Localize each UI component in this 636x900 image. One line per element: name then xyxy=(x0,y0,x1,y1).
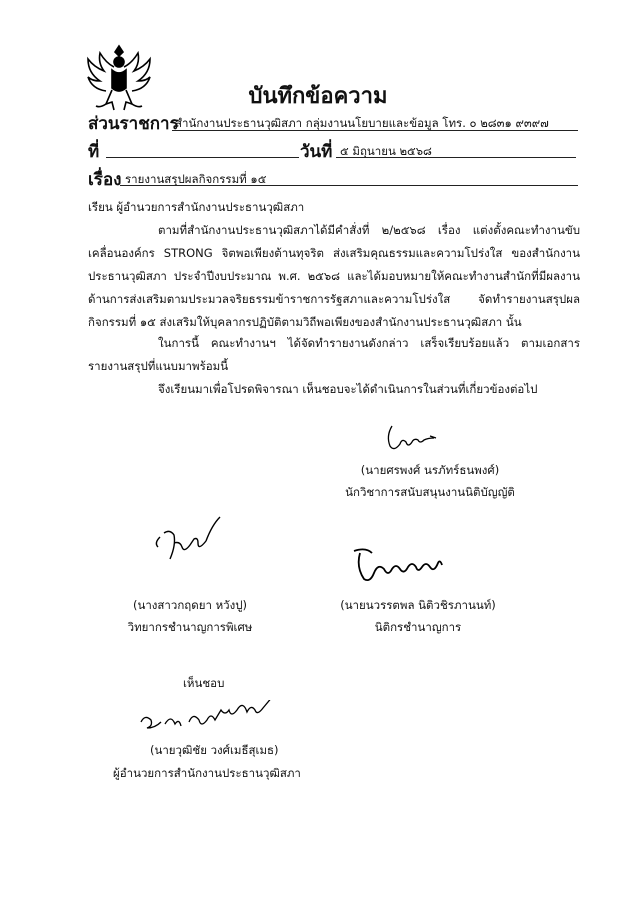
subject-label: เรื่อง xyxy=(88,170,122,190)
signature-3-name: (นายนวรรตพล นิติวชิรภานนท์) xyxy=(340,598,496,612)
subject-underline xyxy=(120,185,578,186)
signature-1-name: (นายศรพงศ์ นรภัทร์ธนพงศ์) xyxy=(360,463,500,477)
signature-2-image xyxy=(150,515,225,575)
signature-4-position: ผู้อำนวยการสำนักงานประธานวุฒิสภา xyxy=(113,766,301,780)
signature-1-position: นักวิชาการสนับสนุนงานนิติบัญญัติ xyxy=(345,485,515,499)
paragraph-2: ในการนี้ คณะทำงานฯ ได้จัดทำรายงานดังกล่าว เสร็จเรียบร้อยแล้ว ตามเอกสารรายงานสรุปที่แนบมาพร้อมนี้ xyxy=(88,336,580,373)
ref-label: ที่ xyxy=(88,142,100,162)
memo-title: บันทึกข้อความ xyxy=(248,84,388,109)
signature-2-name: (นางสาวกฤดยา หวังปู) xyxy=(132,598,248,612)
signature-4-name: (นายวุฒิชัย วงศ์เมธีสุเมธ) xyxy=(150,743,279,757)
signature-3-image xyxy=(350,545,460,590)
salutation: เรียน ผู้อำนวยการสำนักงานประธานวุฒิสภา xyxy=(88,200,305,214)
ref-underline xyxy=(106,157,299,158)
agency-underline xyxy=(172,130,578,131)
date-label: วันที่ xyxy=(300,142,333,162)
agency-value: สำนักงานประธานวุฒิสภา กลุ่มงานนโยบายและข้อมูล โทร. ๐ ๒๘๓๑ ๙๓๙๗ xyxy=(175,116,549,130)
paragraph-3: จึงเรียนมาเพื่อโปรดพิจารณา เห็นชอบจะได้ดำเนินการในส่วนที่เกี่ยวข้องต่อไป xyxy=(158,382,538,396)
paragraph-1: ตามที่สำนักงานประธานวุฒิสภาได้มีคำสั่งที่ ๒/๒๕๖๘ เรื่อง แต่งตั้งคณะทำงานขับเคลื่อนองค์กร STRONG จิตพอเพียงต้านทุจริต ส่งเสริมคุณธรรมและความโปร่งใส ของสำนักงานประธานวุฒิสภา ประจำปีงบประมาณ พ.ศ. ๒๕๖๘ และได้มอบหมายให้คณะทำงานสำนักที่มีผลงานด้านการส่งเสริมตามประมวลจริยธรรมข้าราชการรัฐสภาและความโปร่งใส จัดทำรายงานสรุปผลกิจกรรมที่ ๑๕ ส่งเสริมให้บุคลากรปฏิบัติตามวิถีพอเพียงของสำนักงานประธานวุฒิสภา นั้น xyxy=(88,223,580,329)
agency-label: ส่วนราชการ xyxy=(88,114,179,134)
signature-1-image xyxy=(378,422,448,458)
approval-note: เห็นชอบ xyxy=(183,676,225,690)
signature-4-image xyxy=(135,700,305,745)
date-underline xyxy=(336,157,576,158)
date-value: ๕ มิถุนายน ๒๕๖๘ xyxy=(340,144,432,158)
signature-2-position: วิทยากรชำนาญการพิเศษ xyxy=(127,620,253,634)
subject-value: รายงานสรุปผลกิจกรรมที่ ๑๕ xyxy=(125,172,267,186)
signature-3-position: นิติกรชำนาญการ xyxy=(374,620,462,634)
